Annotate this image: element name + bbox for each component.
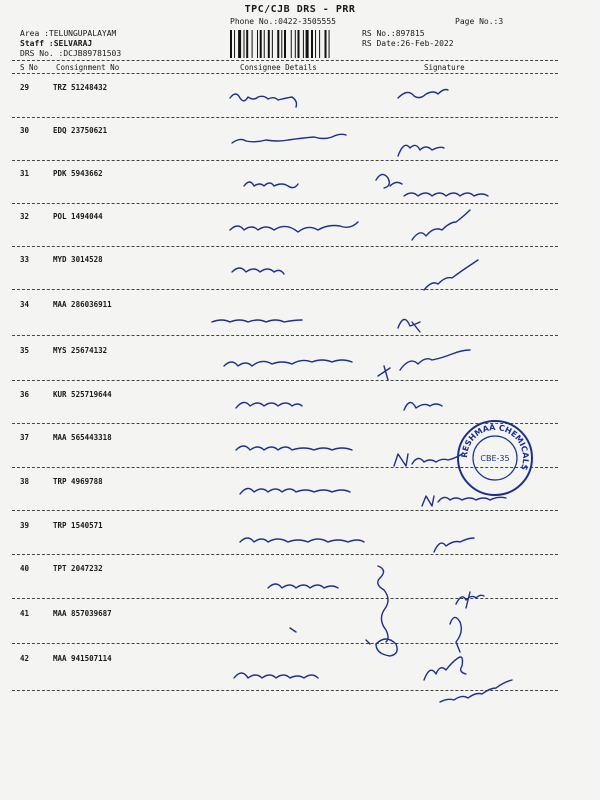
document-title: TPC/CJB DRS - PRR — [244, 4, 356, 15]
row-number: 41 — [20, 609, 30, 618]
scribble-sig-36 — [404, 402, 442, 410]
consignment-number: TRP 4969788 — [53, 477, 103, 486]
staff-field: Staff :SELVARAJ — [20, 39, 93, 48]
scribble-sig-31 — [376, 174, 402, 188]
scribble-sig-42 — [424, 657, 466, 680]
column-consignment: Consignment No — [56, 63, 120, 72]
scribble-9842980423 — [404, 193, 488, 196]
consignment-number: MAA 857039687 — [53, 609, 112, 618]
scribble-mangal-bio — [234, 673, 318, 678]
scribble-sig-35 — [378, 350, 470, 380]
scribble-sig-32 — [412, 210, 470, 240]
bracket-brace — [378, 566, 388, 642]
phone-number: Phone No.:0422-3505555 — [230, 17, 336, 26]
scribble-rangaraj — [230, 94, 297, 107]
consignment-number: TPT 2047232 — [53, 564, 103, 573]
row-number: 38 — [20, 477, 30, 486]
scribble-sig-33 — [424, 260, 478, 290]
rs-date-field: RS Date:26-Feb-2022 — [362, 39, 454, 48]
row-number: 40 — [20, 564, 30, 573]
scribble-sig-29 — [398, 90, 448, 99]
page-number: Page No.:3 — [455, 17, 504, 26]
company-stamp — [455, 418, 535, 498]
row-number: 31 — [20, 169, 30, 178]
area-field: Area :TELUNGUPALAYAM — [20, 29, 117, 38]
consignment-number: TRZ 51248432 — [53, 83, 108, 92]
scribble-harshitha-tex — [240, 488, 350, 494]
consignment-number: MAA 941507114 — [53, 654, 112, 663]
scribble-ditto — [290, 628, 296, 632]
consignment-number: MAA 565443318 — [53, 433, 112, 442]
row-number: 33 — [20, 255, 30, 264]
consignment-number: MAA 286036911 — [53, 300, 112, 309]
consignment-number: MYD 3014528 — [53, 255, 103, 264]
scribble-8870833566 — [440, 680, 512, 702]
consignment-number: EDQ 23750621 — [53, 126, 108, 135]
consignment-number: KUR 525719644 — [53, 390, 112, 399]
scribble-sig-41 — [450, 617, 461, 652]
row-number: 29 — [20, 83, 30, 92]
row-number: 37 — [20, 433, 30, 442]
consignment-number: MYS 25674132 — [53, 346, 108, 355]
scribble-sig-30 — [398, 145, 444, 156]
consignment-number: PDK 5943662 — [53, 169, 103, 178]
row-number: 42 — [20, 654, 30, 663]
row-number: 35 — [20, 346, 30, 355]
scribble-sithai-plastics — [224, 360, 352, 366]
scribble-chandra-sekaran — [240, 538, 364, 542]
consignment-number: POL 1494044 — [53, 212, 103, 221]
scribble-sabari-raj — [232, 268, 284, 274]
scribble-prabhu — [244, 182, 298, 188]
row-number: 32 — [20, 212, 30, 221]
scribble-reshma-chem — [236, 446, 352, 450]
column-signature: Signature — [424, 63, 465, 72]
column-sno: S No — [20, 63, 39, 72]
scribble-circle-mark — [366, 639, 397, 656]
stamp-place: CBE-35 — [480, 454, 510, 463]
scribble-shanmugasekar — [232, 134, 346, 143]
scribble-sig-39 — [434, 538, 474, 552]
row-number: 39 — [20, 521, 30, 530]
row-number: 36 — [20, 390, 30, 399]
scribble-n-ponni — [394, 454, 462, 466]
stamp-text: RESHMAA CHEMICALS — [459, 422, 531, 472]
drs-number-field: DRS No. :DCJB89781503 — [20, 49, 122, 58]
scribble-aavasel — [236, 402, 302, 408]
consignment-number: TRP 1540571 — [53, 521, 103, 530]
scribble-sig-40 — [456, 592, 484, 608]
row-number: 30 — [20, 126, 30, 135]
row-number: 34 — [20, 300, 30, 309]
scribble-krishna-swamy — [230, 222, 358, 232]
scribble-sig-34 — [398, 319, 420, 332]
column-consignee: Consignee Details — [240, 63, 317, 72]
scribble-sethiya — [268, 584, 338, 588]
scribble-nareshkumar — [212, 320, 302, 322]
rs-number-field: RS No.:897815 — [362, 29, 425, 38]
